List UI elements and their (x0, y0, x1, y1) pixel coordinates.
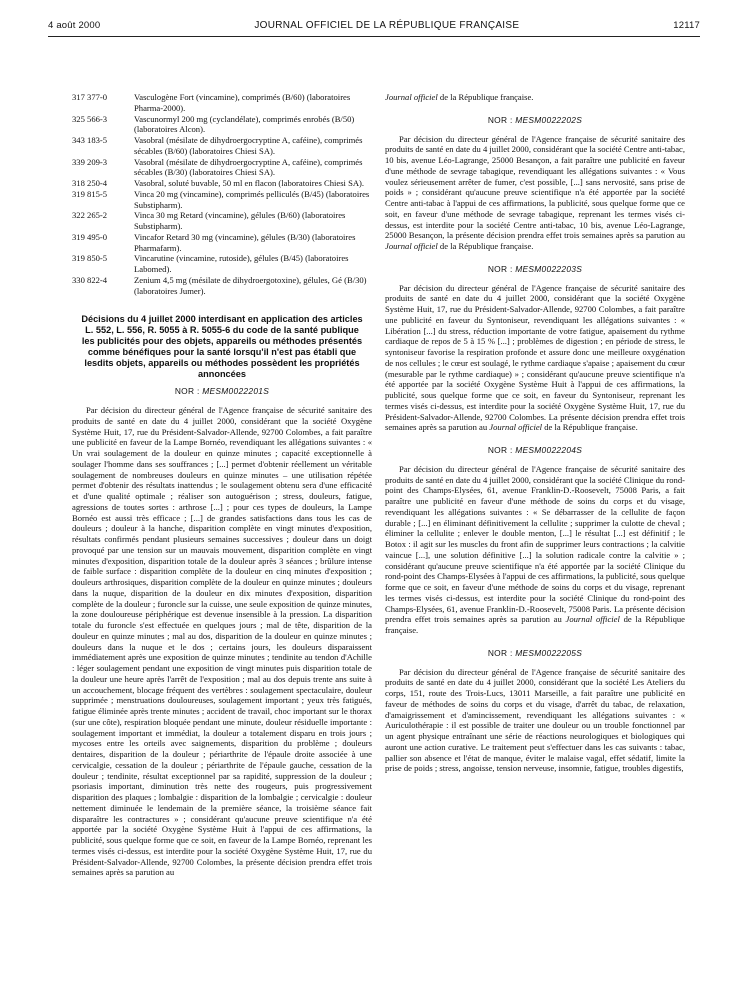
product-code: 318 250-4 (72, 178, 108, 188)
nor-reference (385, 115, 685, 126)
product-code: 343 183-5 (72, 135, 108, 145)
left-column (72, 92, 372, 878)
product-description: Vasobral, soluté buvable, 50 ml en flacon (laboratoires Chiesi SA). (134, 178, 365, 188)
decision-block (385, 648, 685, 774)
nor-label: NOR : (174, 386, 200, 397)
product-entry (72, 157, 372, 179)
page-header (48, 16, 700, 34)
nor-reference (72, 386, 372, 397)
product-code: 339 209-3 (72, 156, 108, 167)
product-description: Vincarutine (vincamine, rutoside), gélules (B/45) (laboratoires Labomed). (134, 253, 349, 274)
decision-text (385, 464, 685, 636)
product-description: Zenium 4,5 mg (mésilate de dihydroergotoxine), gélules, Gé (B/30) (laboratoires Jumer). (134, 274, 367, 296)
product-description: Vincafor Retard 30 mg (vincamine), gélules (B/30) (laboratoires Pharmafarm). (134, 231, 356, 253)
nor-value: MESM0022203S (515, 263, 583, 274)
nor-value: MESM0022204S (515, 445, 583, 455)
decision-body: Par décision du directeur général de l'Agence française de sécurité sanitaire des produits de santé en date du 4 juillet 2000, considérant que la société Oxygène Système Huit, 17, rue du Président-Salvador-Allende, 92700 Colombes, a fait paraître une publicité en faveur du Syntoniseur, revendiquant les allégations suivantes : « Libération [...] du stress, réduction importante de votre fatigue, apaisement du rythme cardiaque de repos de 5 à 15 % [...] ; problèmes de digestion ; en période de stress, le syntoniseur favorise la respiration profonde et assure donc une meilleure oxygénation de nos cellules ; le cœur est soulagé, le rythme cardiaque s'apaise ; apaisement du cœur (mesurable par le rythme cardiaque) » ; considérant qu'aucune preuve scientifique n'a été apportée par la société Oxygène Système Huit à l'appui de ces affirmations, la publicité, sous quelque forme que ce soit, en faveur du Syntoniseur, reprenant les termes visés ci-dessus, est interdite pour la société Oxygène Système Huit, 17, rue du Président-Salvador-Allende, 92700 Colombes. La présente décision prendra effet trois semaines après sa parution au (385, 282, 685, 433)
decision-text-continued (385, 92, 685, 103)
header-page-number: 12117 (673, 19, 700, 31)
decision-end: de la République française. (385, 614, 685, 635)
nor-reference (385, 445, 685, 456)
product-code: 319 815-5 (72, 188, 108, 199)
header-journal-title: JOURNAL OFFICIEL DE LA RÉPUBLIQUE FRANÇAISE (254, 19, 520, 31)
journal-reference: Journal officiel (385, 241, 438, 251)
product-description: Vinca 20 mg (vincamine), comprimés pelliculés (B/45) (laboratoires Substipharm). (134, 188, 370, 210)
decision-text (385, 283, 685, 434)
nor-value: MESM0022201S (202, 386, 270, 397)
nor-value: MESM0022205S (515, 647, 583, 658)
decision-text (72, 405, 372, 878)
decision-block (385, 445, 685, 636)
product-description: Vasobral (mésilate de dihydroergocryptine A, caféine), comprimés sécables (B/60) (laboratoires Chiesi SA). (134, 135, 363, 156)
decision-body: Par décision du directeur général de l'Agence française de sécurité sanitaire des produits de santé en date du 4 juillet 2000, considérant que la société Centre anti-tabac, 10 bis, avenue Léo-Lagrange, 25000 Besançon, a fait paraître une publicité en faveur d'une méthode de sevrage tabagique, revendiquant les allégations suivantes : « Vous voulez sérieusement arrêter de fumer, c'est possible, [...] sans nervosité, sans prise de poids » ; considérant qu'aucune preuve scientifique n'a été apportée par la société Centre anti-tabac à l'appui de ces affirmations, la publicité, sous quelque forme que ce soit, en faveur d'une méthode de sevrage tabagique, reprenant les termes visés ci-dessus, est interdite pour la société Centre anti-tabac, 10 bis, avenue Léo-Lagrange, 25000 Besançon, la présente décision prendra effet trois semaines après sa parution au (385, 133, 685, 241)
product-entry (72, 135, 372, 157)
product-code: 330 822-4 (72, 274, 108, 285)
product-code: 319 495-0 (72, 231, 108, 242)
decision-end: de la République française. (437, 92, 534, 102)
product-code: 322 265-2 (72, 210, 108, 221)
decision-text (385, 667, 685, 775)
decision-body: Par décision du directeur général de l'Agence française de sécurité sanitaire des produits de santé en date du 4 juillet 2000, considérant que la société Oxygène Système Huit, 17, rue du Président-Salvador-Allende, 92700 Colombes, a fait paraître une publicité en faveur de la Lampe Bornéo, revendiquant les allégations suivantes : « Un vrai soulagement de la douleur en quinze minutes ; capacité exceptionnelle à soulager l'homme dans ses souffrances ; [...] permet d'obtenir réellement un véritable soulagement de nombreuses douleurs en quinze minutes – une utilisation répétée permet d'obtenir des résultats inattendus ; le soulagement obtenu sera d'une efficacité et d'une qualité optimale ; réaliser son autoguérison ; stress, douleurs, fatigue, agressions de toutes sortes : arthrose [...] ; pour ces types de douleurs, la Lampe Bornéo est aussi très efficace ; [...] de grandes satisfactions dans tous les cas de douleurs ; douleur à la hanche, disparition complète en vingt minutes d'exposition, résultats confirmés pendant plusieurs semaines successives ; douleur dans un doigt provoqué par une tension sur un mauvais mouvement, disparition complète en vingt minutes d'exposition, disparition totale de la douleur après 3 séances ; brûlure intense de faible surface : disparition complète de la douleur en cinq minutes d'exposition ; douleurs arthrosiques, disparition complète de la douleur en quinze minutes ; douleurs dans la nuque, disparition de la douleur en dix minutes d'exposition, disparition complète de la douleur ; furoncle sur la cuisse, une seule exposition de quinze minutes, la zone douloureuse périphérique est devenue insensible à la pression. La disparition totale du furoncle s'est effectuée en quelques jours ; mal de tête, disparition de la douleur en quinze minutes ; mal au dos, disparition de la douleur en quinze minutes ; douleurs dans la nuque et le dos ; certains jours, les douleurs disparaissent immédiatement après une exposition de quinze minutes ; tendinite au tendon d'Achille : léger soulagement pendant une exposition de vingt minutes puis disparition totale de la douleur une heure après l'arrêt de l'exposition ; mal au dos depuis trente ans suite à un accouchement, blocage fréquent des vertèbres : soulagement spectaculaire, douleur supprimée ; menstruations douloureuses, soulagement important ; yeux très fatigués, fatigue éliminée après trente minutes ; accident de travail, choc important sur le thorax (sur une côte), respiration bloquée pendant une minute, douleur résiduelle importante : soulagement important et immédiat, la douleur a totalement disparu en trois jours ; mycoses entre les orteils avec saignements, disparition du problème ; douleurs dentaires, disparition de la douleur ; périarthrite de l'épaule droite associée à une cervicalgie, cessation de la douleur ; périarthrite de l'épaule gauche, cessation de la douleur ; tendinite, résultat exceptionnel par sa rapidité, suppression de la douleur ; psoriasis important, diminution très nette des rougeurs, puis progressivement disparition des plaques ; lombalgie : disparition de la lombalgie ; cervicalgie : douleur nettement diminuée le lendemain de la première séance, la troisième séance fait disparaître les contractures » ; considérant qu'aucune preuve scientifique n'a été apportée par la société Oxygène Système Huit à l'appui de ces affirmations, la publicité, sous quelque forme que ce soit, en faveur de la Lampe Bornéo, reprenant les termes visés ci-dessus, est interdite pour la société Oxygène Système Huit, 17, rue du Président-Salvador-Allende, 92700 Colombes, la présente décision prendra effet trois semaines après sa parution au (72, 405, 372, 878)
decision-block (385, 115, 685, 252)
decision-end: de la République française. (542, 422, 638, 433)
nor-value: MESM0022202S (515, 114, 583, 125)
journal-reference: Journal officiel (489, 422, 543, 433)
product-code: 325 566-3 (72, 113, 108, 124)
product-entry (72, 275, 372, 297)
product-entry (72, 210, 372, 232)
product-code: 319 850-5 (72, 253, 108, 264)
decision-body: Par décision du directeur général de l'Agence française de sécurité sanitaire des produits de santé en date du 4 juillet 2000, considérant que la société Clinique du rond-point des Champs-Elysées, 61, avenue Franklin-D.-Roosevelt, 75008 Paris, a fait paraître une publicité en faveur d'une méthode de soins du corps et du visage, revendiquant les allégations suivantes : « Se débarrasser de la cellulite de façon durable ; [...] en éliminant définitivement la cellulite ; supprimer la culotte de cheval ; éliminer la cellulite ; enlever le double menton, [...] le résultat [...] est définitif ; le Botox : il agit sur les muscles du front afin de supprimer leurs contractions ; la calvitie vaincue [...], une solution définitive [...] la solution radicale contre la calvitie » ; considérant qu'aucune preuve scientifique n'a été apportée par la société Clinique du rond-point des Champs-Elysées à l'appui de ces affirmations, la publicité, sous quelque forme que ce soit, en faveur d'une méthode de soins du corps et du visage, reprenant les termes visés ci-dessus, est interdite pour la société Clinique du rond-point des Champs-Elysées, 61, avenue Franklin-D.-Roosevelt, 75008 Paris. La présente décision prendra effet trois semaines après sa parution au (385, 463, 685, 625)
decision-block (385, 264, 685, 433)
decision-body: Par décision du directeur général de l'Agence française de sécurité sanitaire des produits de santé en date du 4 juillet 2000, considérant que la société Les Ateliers du corps, 151, route des Trois-Lucs, 13011 Marseille, a fait paraître une publicité en faveur de méthodes de soins du corps et du visage, d'arrêt du tabac, de relaxation, d'amaigrissement et d'amincissement, revendiquant les allégations suivantes : « Auriculothérapie : il est possible de traiter une douleur ou un trouble fonctionnel par un agent physique entraînant une série de réactions neurologiques et biologiques qui auront une action curative. Le traitement peut s'effectuer dans les cas suivants : tabac, pallier son absence et l'état de manque, éviter le malaise vagal, effet sédatif, limite la prise de poids ; stress, angoisse, tension nerveuse, insomnie, fatigue, troubles digestifs, (385, 666, 685, 774)
product-entry (72, 92, 372, 114)
journal-reference: Journal officiel (565, 614, 620, 625)
decision-end: de la République française. (437, 241, 534, 251)
journal-reference: Journal officiel (385, 92, 438, 102)
product-description: Vascunormyl 200 mg (cyclandélate), comprimés enrobés (B/50) (laboratoires Alcon). (134, 113, 355, 135)
nor-reference (385, 648, 685, 659)
product-entry (72, 232, 372, 254)
header-rule (48, 36, 700, 37)
decisions-heading: Décisions du 4 juillet 2000 interdisant en application des articles L. 552, L. 556, R. 5055 à R. 5055-6 du code de la santé publique les publicités pour des objets, appareils ou méthodes présentés comme bénéfiques pour la santé lorsqu'il n'est pas établi que lesdits objets, appareils ou méthodes possèdent les propriétés annoncées (81, 314, 363, 380)
nor-reference (385, 264, 685, 275)
nor-label: NOR : (487, 445, 513, 455)
decision-text (385, 134, 685, 252)
product-entry (72, 253, 372, 275)
nor-label: NOR : (487, 114, 513, 125)
right-column (385, 92, 685, 774)
product-entry (72, 178, 372, 189)
product-code: 317 377-0 (72, 92, 108, 102)
product-description: Vasobral (mésilate de dihydroergocryptine A, caféine), comprimés sécables (B/30) (laboratoires Chiesi SA). (134, 156, 363, 178)
product-description: Vasculogène Fort (vincamine), comprimés (B/60) (laboratoires Pharma-2000). (134, 92, 351, 113)
product-description: Vinca 30 mg Retard (vincamine), gélules (B/60) (laboratoires Substipharm). (134, 210, 346, 231)
nor-label: NOR : (487, 647, 513, 658)
nor-label: NOR : (487, 263, 513, 274)
product-entry (72, 189, 372, 211)
header-date: 4 août 2000 (48, 19, 101, 31)
product-list (72, 92, 372, 296)
product-entry (72, 114, 372, 136)
